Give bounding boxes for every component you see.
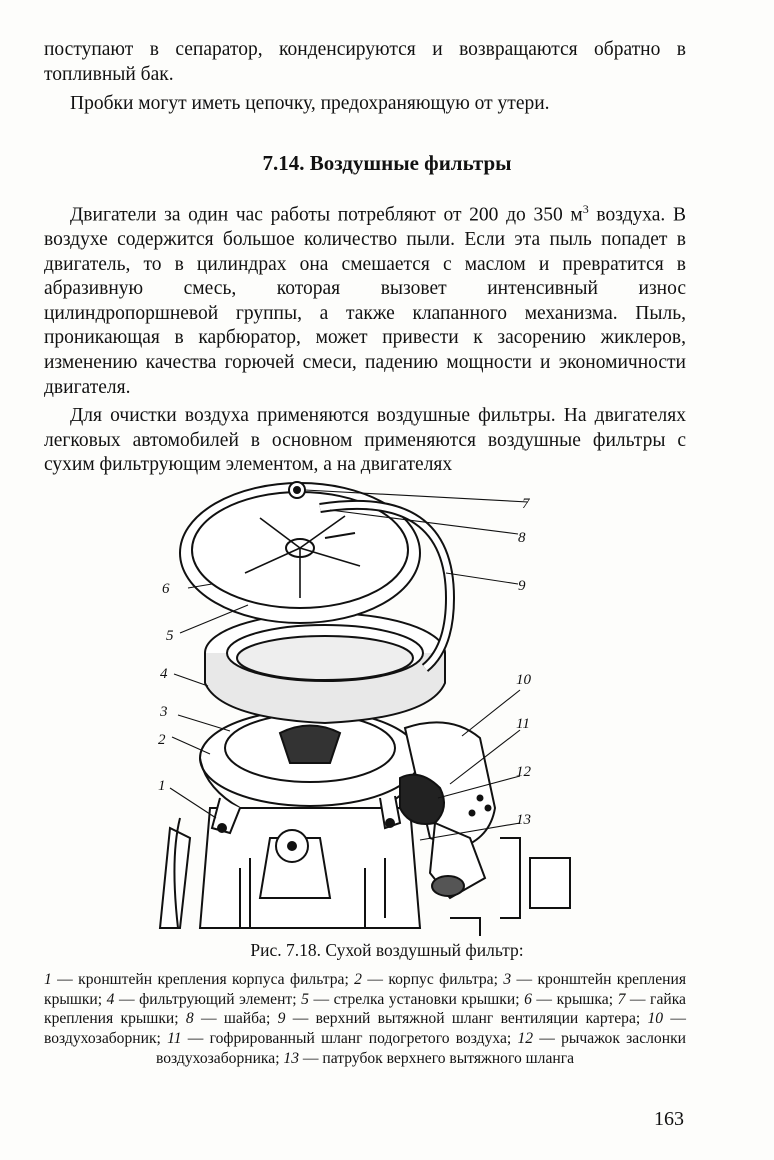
legend-item-12: 12 — рычажок заслонки воздухозаборника; <box>155 1030 686 1067</box>
callout-6: 6 <box>162 581 170 597</box>
callout-4: 4 <box>160 666 168 682</box>
legend-item-1: 1 — кронштейн крепления корпуса фильтра; <box>44 971 355 988</box>
text-top <box>44 38 686 117</box>
paragraph-air-consumption-b: воздуха. В воздухе содержится большое количество пыли. Если эта пыль попадет в двигатель, то в цилиндрах она смешается с маслом и превратится в абразивную смесь, которая вызовет интенсивный износ цилиндропоршневой группы, а также клапанного механизма. Пыль, проникающая в карбюратор, может привести к засорению жиклеров, изменению качества горючей смеси, падению мощности и экономичности двигателя. <box>44 204 686 398</box>
figure-caption: Рис. 7.18. Сухой воздушный фильтр: <box>250 940 524 960</box>
legend-item-8: 8 — шайба; <box>185 1010 278 1028</box>
legend-item-6: 6 — крышка; <box>524 990 618 1008</box>
callout-8: 8 <box>518 530 526 546</box>
legend-item-13: 13 — патрубок верхнего вытяжного шланга <box>283 1049 575 1067</box>
callout-9: 9 <box>518 578 526 594</box>
air-filter-drawing <box>150 478 590 936</box>
paragraph-air-consumption <box>44 197 686 400</box>
figure-legend <box>44 970 686 1069</box>
cubic-superscript: 3 <box>582 202 589 216</box>
text-body <box>44 197 686 478</box>
callout-11: 11 <box>516 716 530 732</box>
paragraph-continuation: поступают в сепаратор, конденсируются и возвращаются обратно в топливный бак. <box>44 39 686 85</box>
callout-2: 2 <box>158 732 166 748</box>
legend-item-7: 7 — гайка крепления крышки; <box>44 990 686 1028</box>
callout-1: 1 <box>158 778 166 794</box>
legend-item-9: 9 — верхний вытяжной шланг вентиляции картера; <box>277 1010 648 1028</box>
callout-7: 7 <box>522 496 530 512</box>
legend-item-3: 3 — кронштейн крепления крышки; <box>44 971 687 1008</box>
callout-3: 3 <box>160 704 168 720</box>
legend-item-11: 11 — гофрированный шланг подогретого воздуха; <box>167 1030 518 1048</box>
section-heading: 7.14. Воздушные фильтры <box>262 151 512 175</box>
legend-item-2: 2 — корпус фильтра; <box>354 971 504 988</box>
callout-5: 5 <box>166 628 174 644</box>
paragraph-filters: Для очистки воздуха применяются воздушные фильтры. На двигателях легковых автомобилей в основном применяются воздушные фильтры с сухим фильтрующим элементом, а на двигателях <box>44 405 686 476</box>
legend-item-10: 10 — воздухозаборник; <box>44 1010 686 1048</box>
callout-12: 12 <box>516 764 531 780</box>
paragraph-caps: Пробки могут иметь цепочку, предохраняющую от утери. <box>70 93 550 115</box>
air-filter-figure <box>150 478 590 936</box>
legend-item-4: 4 — фильтрующий элемент; <box>106 990 302 1008</box>
paragraph-air-consumption-a: Двигатели за один час работы потребляют от 200 до 350 м <box>70 204 583 226</box>
callout-13: 13 <box>516 812 531 828</box>
legend-item-5: 5 — стрелка установки крышки; <box>301 990 525 1008</box>
page-number: 163 <box>654 1108 684 1130</box>
callout-10: 10 <box>516 672 531 688</box>
